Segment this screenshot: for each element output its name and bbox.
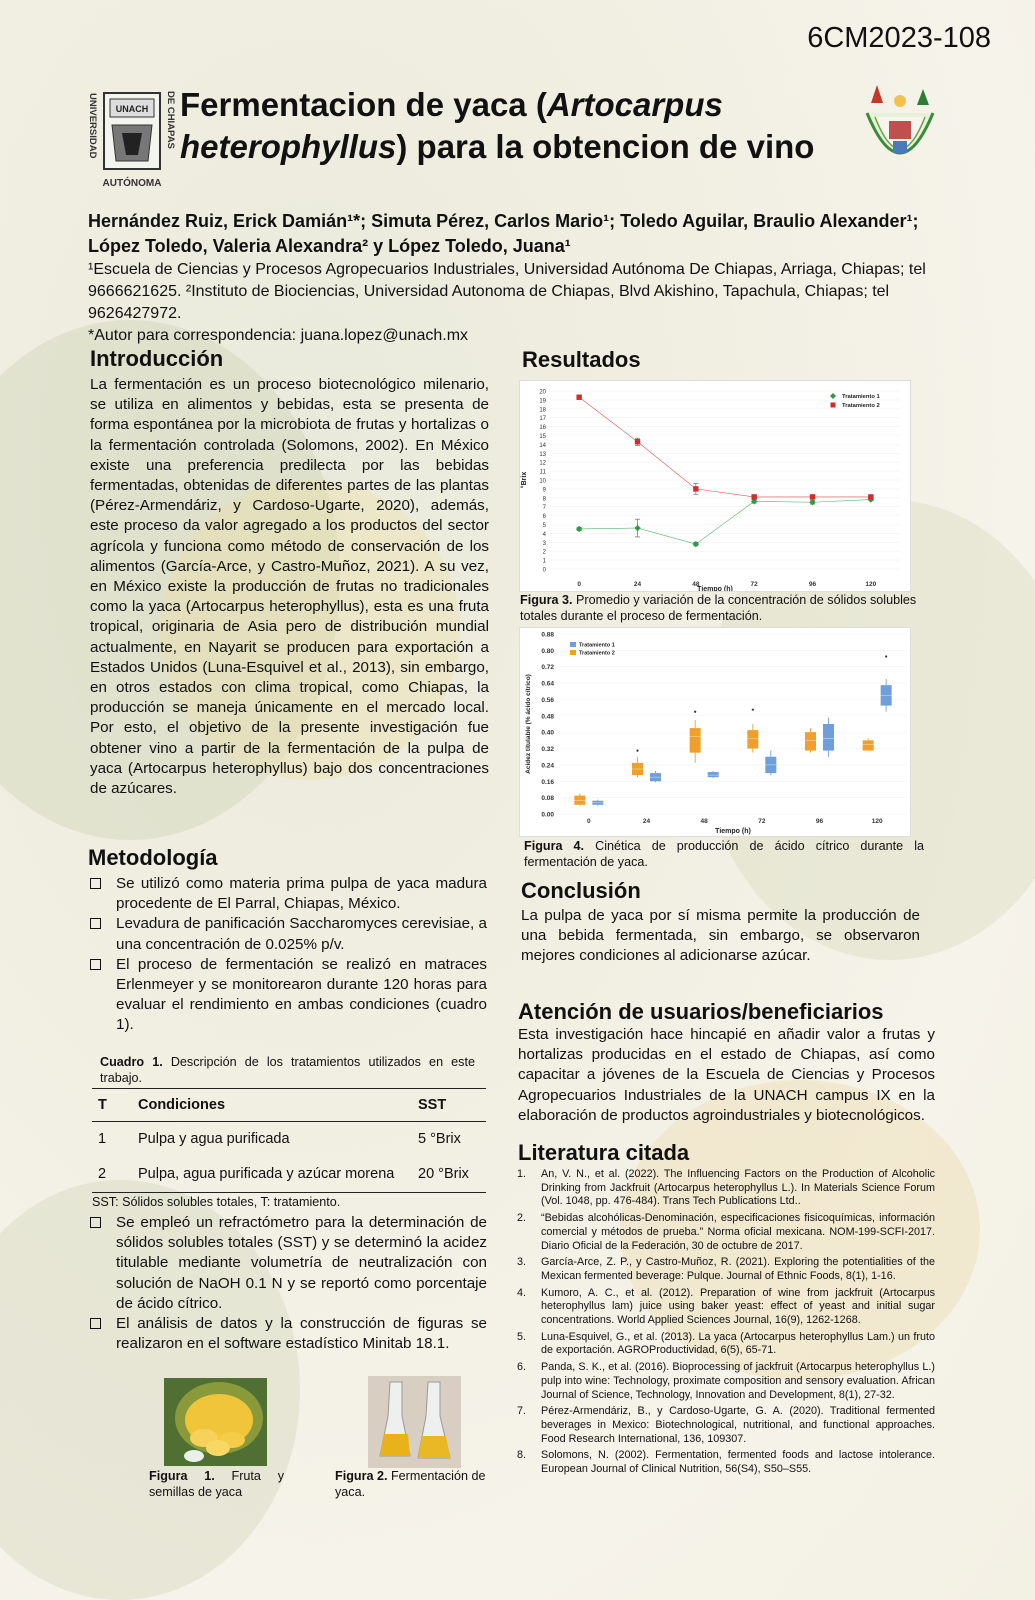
x-axis-label: Tiempo (h) — [697, 586, 733, 591]
outlier-point — [636, 749, 638, 751]
reference-text: “Bebidas alcohólicas-Denominación, especificaciones fisicoquímicas, información comercial y métodos de prueba.” Norma oficial mexicana. NOM-199-SCFI-2017. Diario Oficial de la Federación, 30 de octubre de 2017. — [541, 1212, 935, 1252]
logo-left-text-top: UNIVERSIDAD — [87, 93, 98, 159]
x-tick-label: 24 — [642, 818, 651, 825]
table-header: T — [92, 1089, 132, 1122]
figure2-text: Fermentación de yaca. — [335, 1469, 486, 1499]
checkbox-icon — [90, 1217, 101, 1228]
y-tick-label: 0.08 — [541, 795, 554, 803]
methods-item — [88, 1213, 487, 1314]
y-tick-label: 0.72 — [541, 664, 554, 672]
figure4-text: Cinética de producción de ácido cítrico durante la fermentación de yaca. — [524, 839, 924, 869]
reference-number: 3. — [517, 1256, 527, 1269]
title-part2: ) para la obtencion de vino — [396, 128, 815, 165]
table-cell: 20 °Brix — [412, 1157, 486, 1193]
table-row — [92, 1157, 486, 1193]
figure2-caption — [335, 1468, 497, 1500]
legend-label: Tratamiento 2 — [842, 403, 880, 410]
data-point-square — [635, 439, 640, 444]
y-tick-label: 14 — [539, 442, 546, 449]
y-tick-label: 13 — [539, 451, 546, 458]
reference-number: 1. — [517, 1168, 527, 1180]
x-tick-label: 24 — [633, 581, 642, 588]
y-tick-label: 2 — [542, 549, 546, 556]
methods-heading: Metodología — [88, 845, 218, 870]
logo-seal-text: UNACH — [115, 104, 149, 114]
data-point-diamond — [576, 526, 582, 532]
reference-item — [517, 1212, 935, 1253]
authors: Hernández Ruiz, Erick Damián¹*; Simuta Pérez, Carlos Mario¹; Toledo Aguilar, Braulio Alexander¹; López Toledo, Valeria Alexandra² y López Toledo, Juana¹ — [88, 211, 919, 256]
correspondence: *Autor para correspondencia: juana.lopez@unach.mx — [88, 327, 469, 344]
y-tick-label: 0.88 — [541, 631, 554, 639]
literature-heading: Literatura citada — [518, 1140, 690, 1165]
checkbox-icon — [90, 878, 101, 889]
reference-text: Pérez-Armendáriz, B., y Cardoso-Ugarte, G. A. (2020). Traditional fermented beverages in Mexico: Biotechnological, nutritional, and functional approaches. Food Research International, 136, 109307. — [541, 1405, 935, 1445]
title-scientific-name: Artocarpus heterophyllus — [180, 86, 723, 165]
results-heading: Resultados — [522, 347, 641, 372]
data-point-square — [751, 494, 756, 499]
y-tick-label: 6 — [542, 514, 546, 521]
legend-label: Tratamiento 2 — [579, 650, 615, 657]
data-point-diamond — [809, 499, 815, 505]
table-cell: Pulpa, agua purificada y azúcar morena — [132, 1157, 412, 1193]
y-axis-label: °Brix — [521, 471, 528, 489]
reference-item — [517, 1256, 935, 1283]
table-cell: 1 — [98, 1131, 107, 1147]
reference-text: Solomons, N. (2002). Fermentation, fermented foods and lactose intolerance. European Journal of Clinical Nutrition, 56(S4), S50–S55. — [541, 1449, 935, 1476]
y-tick-label: 0.00 — [541, 811, 554, 819]
beneficiaries-heading: Atención de usuarios/beneficiarios — [518, 999, 884, 1024]
affiliations-block — [88, 259, 968, 347]
legend-marker — [830, 393, 836, 399]
reference-number: 4. — [517, 1286, 527, 1299]
figure3-text: Promedio y variación de la concentración de sólidos solubles totales durante el proceso de fermentación. — [520, 593, 917, 623]
legend-marker — [570, 642, 576, 647]
y-tick-label: 0.80 — [541, 647, 554, 655]
legend-label: Tratamiento 1 — [579, 642, 615, 649]
methods-item — [88, 955, 487, 1036]
y-tick-label: 8 — [542, 496, 546, 503]
y-tick-label: 0.56 — [541, 696, 554, 704]
y-tick-label: 10 — [539, 478, 546, 485]
x-tick-label: 72 — [758, 818, 766, 825]
checkbox-icon — [90, 959, 101, 970]
y-axis-label: Acidez titulable (% ácido cítrico) — [525, 674, 532, 774]
x-tick-label: 72 — [750, 581, 758, 588]
x-tick-label: 120 — [865, 581, 877, 588]
reference-list — [517, 1168, 935, 1480]
reference-number: 5. — [517, 1330, 527, 1343]
escuela-logo — [857, 83, 943, 191]
poster-title — [180, 84, 860, 168]
reference-item — [517, 1331, 935, 1358]
methods-item-text: El análisis de datos y la construcción de figuras se realizaron en el software estadístico Minitab 18.1. — [116, 1315, 487, 1353]
methods-list — [88, 874, 487, 1036]
acidity-chart — [519, 627, 911, 837]
y-tick-label: 0.32 — [541, 746, 554, 754]
figure2-label: Figura 2. — [335, 1469, 388, 1483]
brix-chart-svg — [520, 381, 910, 591]
title-part1: Fermentacion de yaca ( — [180, 86, 547, 123]
legend-label: Tratamiento 1 — [842, 394, 880, 401]
table-caption-label: Cuadro 1. — [100, 1055, 163, 1069]
x-axis-label: Tiempo (h) — [715, 828, 751, 835]
logo-left-text-bottom: AUTÓNOMA — [102, 178, 162, 189]
y-tick-label: 12 — [539, 460, 546, 467]
acidity-chart-svg — [520, 628, 910, 836]
logo-left-text-right: DE CHIAPAS — [165, 91, 176, 149]
brix-chart — [519, 380, 911, 592]
y-tick-label: 3 — [542, 540, 546, 547]
y-tick-label: 7 — [542, 505, 546, 512]
y-tick-label: 5 — [542, 523, 546, 529]
methods-item-text: Se utilizó como materia prima pulpa de yaca madura procedente de El Parral, Chiapas, México. — [116, 875, 487, 913]
figure4-label: Figura 4. — [524, 839, 585, 853]
table-header: Condiciones — [132, 1089, 412, 1122]
reference-number: 7. — [517, 1405, 527, 1418]
y-tick-label: 16 — [539, 425, 546, 432]
y-tick-label: 19 — [539, 398, 546, 405]
y-tick-label: 0.48 — [541, 713, 554, 721]
intro-heading: Introducción — [90, 346, 224, 371]
methods-item — [88, 1314, 487, 1354]
table-header: SST — [412, 1089, 486, 1122]
table-cell: 5 °Brix — [418, 1131, 461, 1147]
methods-item — [88, 914, 487, 954]
methods-item-text: Se empleó un refractómetro para la determinación de sólidos solubles totales (SST) y se determinó la acidez titulable mediante volumetría de neutralización con solución de NaOH 0.1 N y se reportó como porcentaje de ácido cítrico. — [116, 1214, 487, 1312]
outlier-point — [752, 709, 754, 711]
data-point-diamond — [634, 525, 640, 531]
reference-number: 6. — [517, 1361, 527, 1374]
affiliations: ¹Escuela de Ciencias y Procesos Agropecuarios Industriales, Universidad Autónoma De Chiapas, Arriaga, Chiapas; tel 9666621625. ²Instituto de Biociencias, Universidad Autonoma de Chiapas, Blvd Akishino, Tapachula, Chiapas; tel 9626427972. — [88, 261, 926, 322]
box — [805, 732, 816, 750]
legend-marker — [570, 650, 576, 655]
table-caption — [100, 1054, 475, 1086]
y-tick-label: 17 — [539, 416, 546, 423]
reference-text: An, V. N., et al. (2022). The Influencing Factors on the Production of Alcoholic Drinking from Jackfruit (Artocarpus heterophyllus L.). In Materials Science Forum (Vol. 1048, pp. 476-484). Trans Tech Publications Ltd.. — [541, 1168, 935, 1208]
conclusion-heading: Conclusión — [521, 878, 641, 903]
reference-text: Luna-Esquivel, G., et al. (2013). La yaca (Artocarpus heterophyllus Lam.) un fruto de exportación. AGROProductividad, 6(5), 65-71. — [541, 1330, 935, 1357]
y-tick-label: 0.16 — [541, 778, 554, 786]
series-line — [579, 397, 871, 497]
y-tick-label: 11 — [539, 469, 546, 476]
y-tick-label: 18 — [539, 407, 546, 414]
reference-item — [517, 1449, 935, 1476]
checkbox-icon — [90, 918, 101, 929]
intro-text: La fermentación es un proceso biotecnológico milenario, se utiliza en alimentos y bebidas, esta se presenta de forma espontánea por la microbiota de frutas y hortalizas o la fermentación controlada (Solomons, 2002). En México existe una preferencia predilecta por las bebidas fermentadas, obtenidas de diferentes partes de las plantas (Pérez-Armendáriz, y Cardoso-Ugarte, 2020), además, este proceso da valor agregado a los productos del sector agrícola y funciona como método de conservación de los alimentos (García-Arce, y Castro-Muñoz, 2021). A su vez, en México existe la producción de frutas no tradicionales como la yaca (Artocarpus heterophyllus), esta es una fruta tropical, originaria de Asia pero de distribución mundial actualmente, en Nayarit se producen para exportación a Estados Unidos (Luna-Esquivel et al., 2013), sin embargo, en otros estados con clima tropical, como Chiapas, la producción se maneja únicamente en el mercado local. Por esto, el objetivo de la presente investigación fue obtener vino a partir de la fermentación de la pulpa de yaca (Artocarpus heterophyllus) bajo dos concentraciones de azúcares. — [90, 376, 489, 798]
box — [747, 730, 758, 748]
box — [863, 740, 874, 750]
series-line — [579, 500, 871, 545]
conclusion-text: La pulpa de yaca por sí misma permite la producción de una bebida fermentada, sin embargo, se observaron mejores condiciones al adicionarse azúcar. — [521, 907, 920, 965]
y-tick-label: 4 — [542, 531, 546, 538]
box — [823, 724, 834, 751]
y-tick-label: 0.24 — [541, 762, 554, 770]
checkbox-icon — [90, 1318, 101, 1329]
data-point-square — [576, 395, 581, 400]
y-tick-label: 15 — [539, 434, 546, 440]
reference-number: 8. — [517, 1449, 527, 1462]
box — [574, 796, 585, 805]
figure3-label: Figura 3. — [520, 593, 573, 607]
methods-item-text: Levadura de panificación Saccharomyces cerevisiae, a una concentración de 0.025% p/v. — [116, 915, 487, 953]
table-cell: 2 — [92, 1157, 132, 1193]
methods-list-2 — [88, 1213, 487, 1354]
reference-text: Panda, S. K., et al. (2016). Bioprocessing of jackfruit (Artocarpus heterophyllus L.) pulp into wine: Technology, proximate composition and sensory evaluation. African Journal of Science, Technology, Innovation and Development, 8(1), 27-32. — [541, 1361, 935, 1401]
methods-item-text: El proceso de fermentación se realizó en matraces Erlenmeyer y se monitorearon durante 120 horas para evaluar el rendimiento en ambas condiciones (cuadro 1). — [116, 955, 487, 1034]
table-cell: Pulpa y agua purificada — [138, 1131, 290, 1147]
x-tick-label: 0 — [577, 581, 581, 588]
reference-item — [517, 1361, 935, 1402]
figure4-caption — [524, 838, 924, 870]
x-tick-label: 96 — [808, 581, 817, 588]
outlier-point — [885, 655, 887, 657]
fermentation-photo — [368, 1376, 461, 1468]
poster-id: 6CM2023-108 — [807, 22, 991, 54]
outlier-point — [694, 711, 696, 713]
data-point-diamond — [693, 541, 699, 547]
box — [708, 772, 719, 777]
y-tick-label: 0.40 — [541, 729, 554, 737]
data-point-square — [810, 494, 815, 499]
figure1-caption — [149, 1468, 284, 1500]
reference-text: García-Arce, Z. P., y Castro-Muñoz, R. (2021). Exploring the potentialities of the Mexican fermented beverage: Pulque. Journal of Ethnic Foods, 8(1), 1-16. — [541, 1256, 935, 1282]
jackfruit-photo — [164, 1378, 267, 1466]
reference-text: Kumoro, A. C., et al. (2012). Preparation of wine from jackfruit (Artocarpus heterophyllus lam) juice using baker yeast: effect of yeast and initial sugar concentrations. World Applied Sciences Journal, 16(9), 1262-1268. — [541, 1286, 935, 1327]
reference-item — [517, 1168, 935, 1209]
y-tick-label: 1 — [542, 558, 546, 565]
x-tick-label: 120 — [871, 818, 883, 825]
y-tick-label: 0 — [542, 567, 546, 574]
y-tick-label: 20 — [539, 389, 546, 396]
table-row — [92, 1122, 486, 1158]
figure3-caption — [520, 592, 920, 624]
data-point-square — [693, 486, 698, 491]
treatments-table — [92, 1088, 486, 1193]
x-tick-label: 48 — [692, 581, 700, 588]
x-tick-label: 0 — [587, 818, 591, 825]
reference-item — [517, 1287, 935, 1328]
figure1-label: Figura 1. — [149, 1469, 215, 1483]
unach-logo — [82, 85, 178, 191]
data-point-square — [868, 494, 873, 499]
figure1-text: Fruta y semillas de yaca — [149, 1469, 284, 1499]
beneficiaries-text: Esta investigación hace hincapié en añadir valor a frutas y hortalizas producidas en el estado de Chiapas, así como capacitar a jóvenes de la Escuela de Ciencias y Procesos Agropecuarios Industriales de la UNACH campus IX en la elaboración de productos agroindustriales y biotecnológicos. — [518, 1026, 935, 1124]
y-tick-label: 9 — [542, 487, 546, 494]
legend-marker — [831, 403, 836, 408]
methods-item — [88, 874, 487, 914]
table-header-row — [92, 1089, 486, 1122]
reference-number: 2. — [517, 1212, 527, 1225]
box — [690, 728, 701, 753]
table-footnote: SST: Sólidos solubles totales, T: tratamiento. — [92, 1195, 341, 1209]
table-caption-text: Descripción de los tratamientos utilizados en este trabajo. — [100, 1055, 475, 1085]
y-tick-label: 0.64 — [541, 680, 554, 688]
x-tick-label: 96 — [815, 818, 824, 825]
x-tick-label: 48 — [700, 818, 708, 825]
reference-item — [517, 1405, 935, 1446]
